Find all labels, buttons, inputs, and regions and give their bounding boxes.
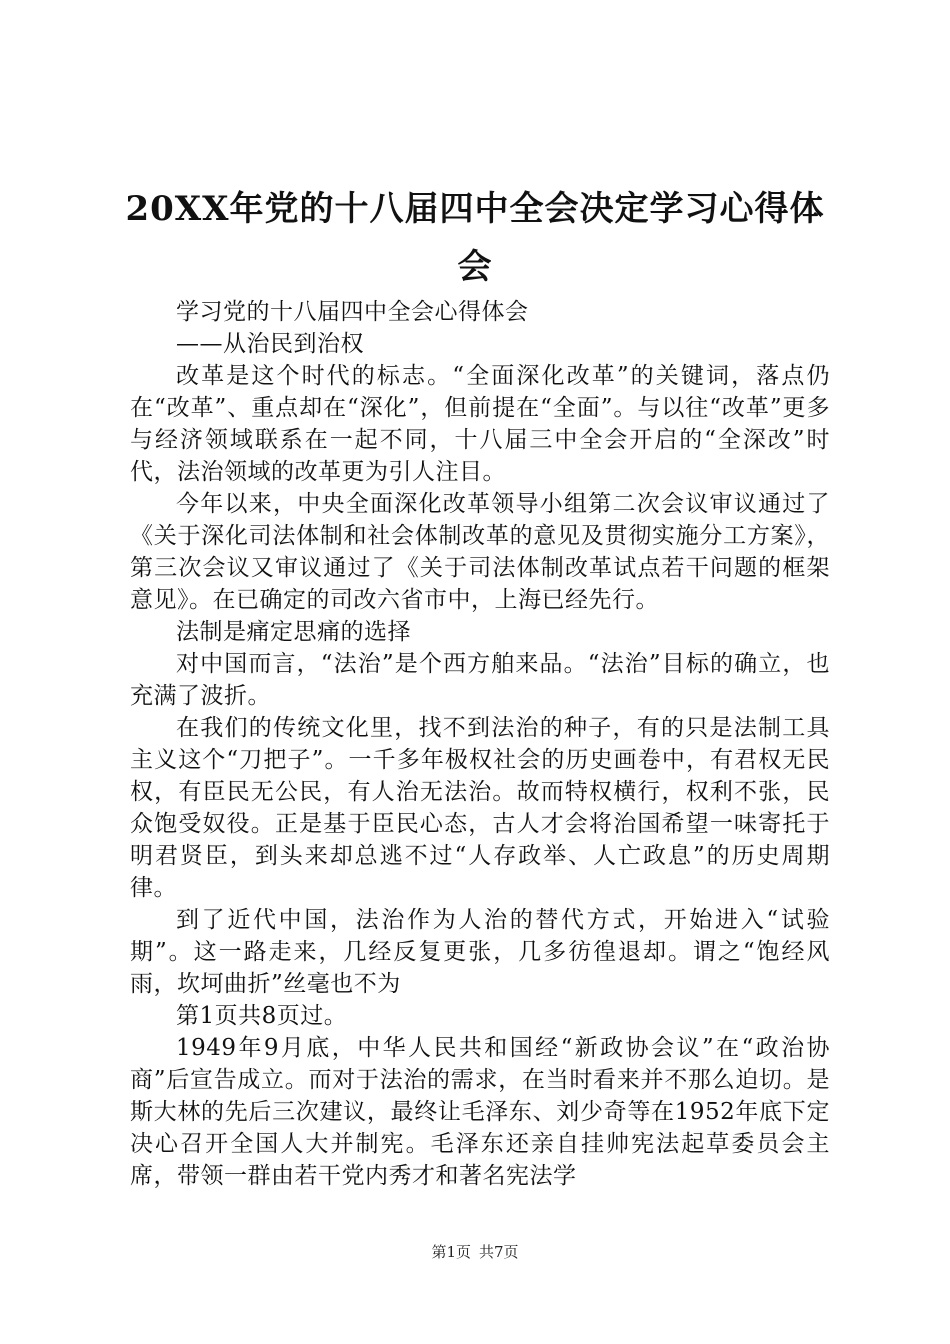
paragraph: 1949年9月底，中华人民共和国经“新政协会议”在“政治协商”后宣告成立。而对于法治的需求，在当时看来并不那么迫切。是斯大林的先后三次建议，最终让毛泽东、刘少奇等在1952年底下定决心召开全国人大并制宪。毛泽东还亲自挂帅宪法起草委员会主席，带领一群由若干党内秀才和著名宪法学 [130,1035,830,1189]
paragraph: 对中国而言，“法治”是个西方舶来品。“法治”目标的确立，也充满了波折。 [130,651,830,709]
paragraph: 到了近代中国，法治作为人治的替代方式，开始进入“试验期”。这一路走来，几经反复更张，几多彷徨退却。谓之“饱经风雨，坎坷曲折”丝毫也不为 [130,907,830,997]
paragraph-page-marker: 第1页共8页过。 [176,1003,348,1029]
document-body [130,296,830,1192]
paragraph-subtitle: 学习党的十八届四中全会心得体会 [176,299,529,325]
paragraph: 今年以来，中央全面深化改革领导小组第二次会议审议通过了《关于深化司法体制和社会体制改革的意见及贯彻实施分工方案》，第三次会议又审议通过了《关于司法体制改革试点若干问题的框架意见》。在已确定的司改六省市中，上海已经先行。 [130,491,830,613]
paragraph: 在我们的传统文化里，找不到法治的种子，有的只是法制工具主义这个“刀把子”。一千多年极权社会的历史画卷中，有君权无民权，有臣民无公民，有人治无法治。故而特权横行，权利不张，民众饱受奴役。正是基于臣民心态，古人才会将治国希望一味寄托于明君贤臣，到头来却总逃不过“人存政举、人亡政息”的历史周期律。 [130,715,830,901]
page-footer [0,1242,950,1262]
paragraph-heading: 法制是痛定思痛的选择 [176,619,411,645]
paragraph-subheading: ——从治民到治权 [176,331,364,357]
paragraph: 改革是这个时代的标志。“全面深化改革”的关键词，落点仍在“改革”、重点却在“深化”，但前提在“全面”。与以往“改革”更多与经济领域联系在一起不同，十八届三中全会开启的“全深改”时代，法治领域的改革更为引人注目。 [130,363,830,485]
page-total: 共7页 [479,1243,519,1261]
document-title: 20XX年党的十八届四中全会决定学习心得体会 [125,189,825,287]
page-number: 第1页 [431,1243,471,1261]
